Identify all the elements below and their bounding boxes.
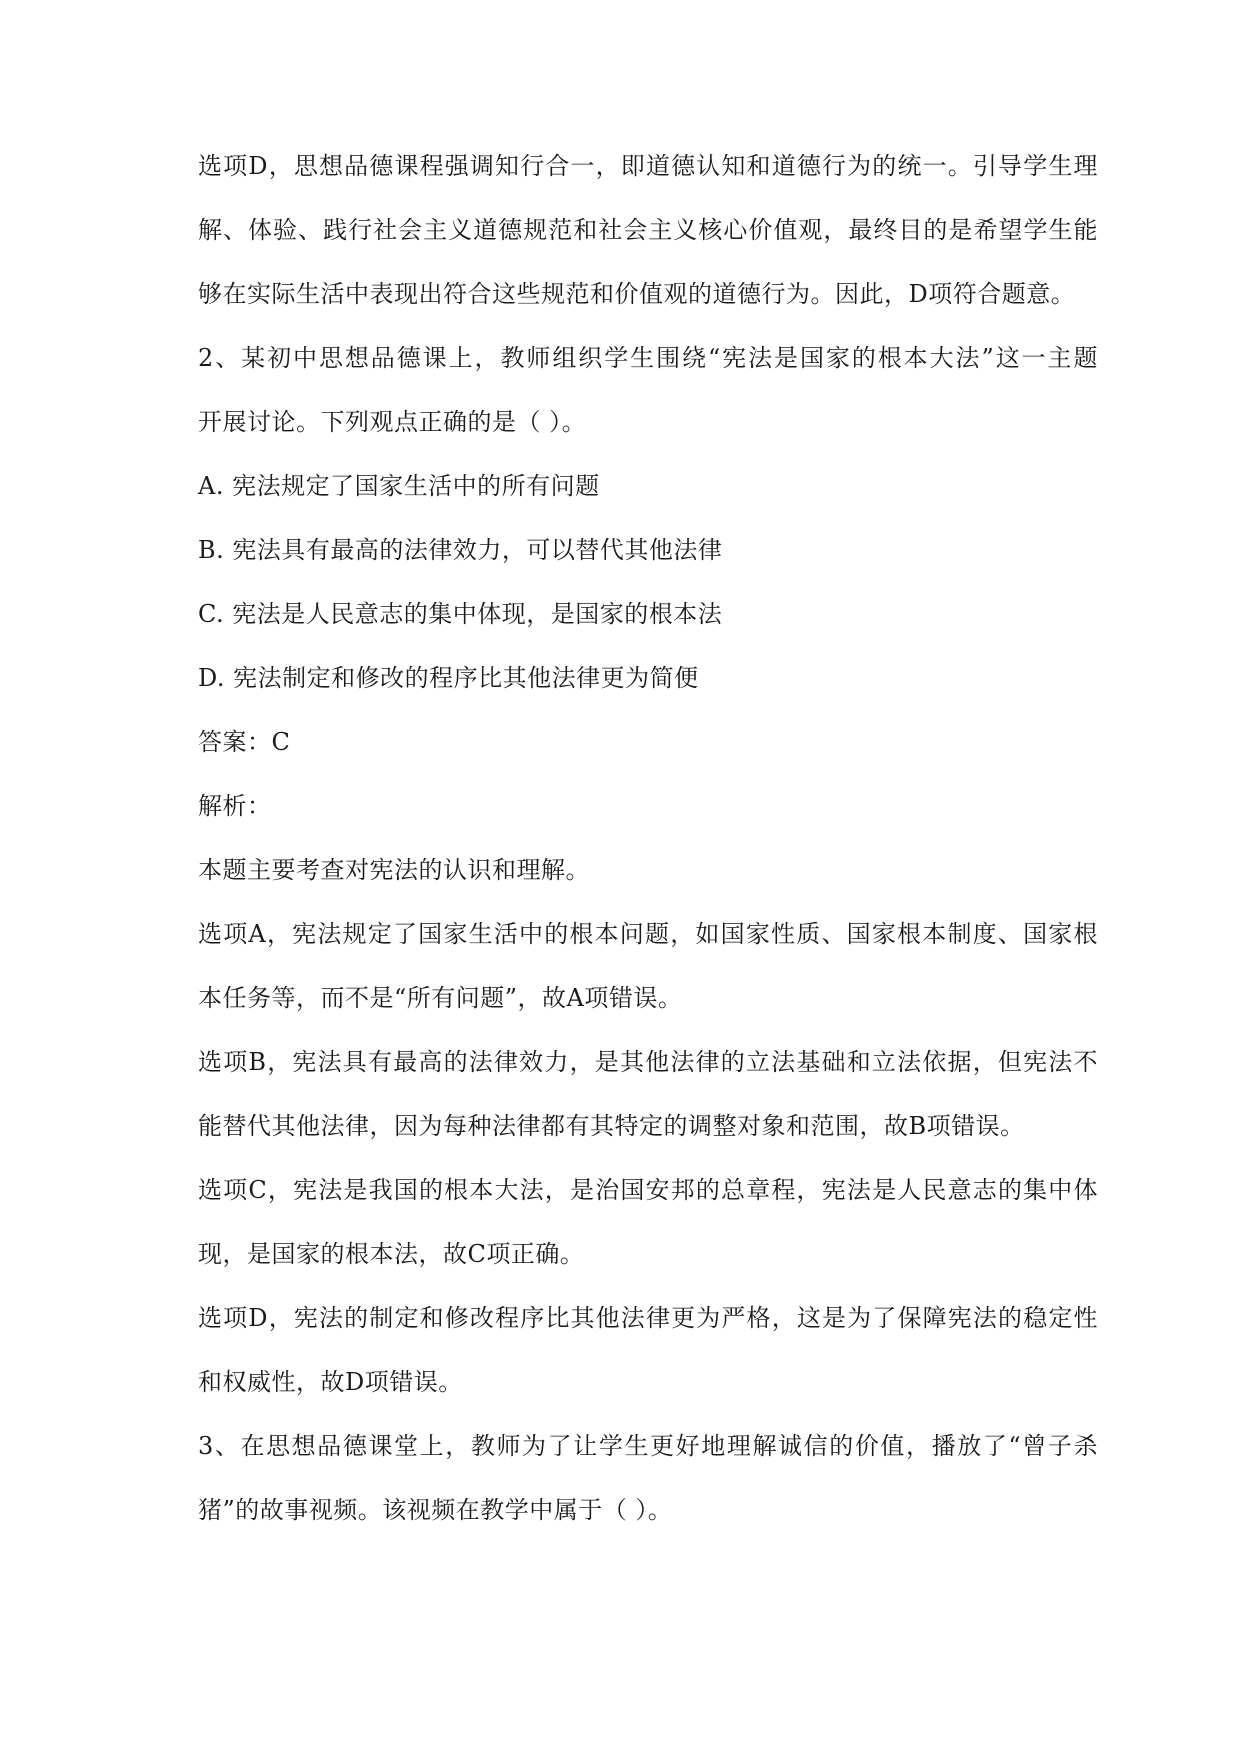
- question-2-line: 开展讨论。下列观点正确的是（ ）。: [198, 408, 587, 436]
- option-b: B. 宪法具有最高的法律效力，可以替代其他法律: [198, 536, 723, 564]
- analysis-line: 选项C，宪法是我国的根本大法，是治国安邦的总章程，宪法是人民意志的集中体: [198, 1176, 1098, 1204]
- paragraph-line: 解、体验、践行社会主义道德规范和社会主义核心价值观，最终目的是希望学生能: [198, 216, 1098, 244]
- question-2-line: 2、某初中思想品德课上，教师组织学生围绕“宪法是国家的根本大法”这一主题: [198, 344, 1098, 372]
- analysis-line: 和权威性，故D项错误。: [198, 1368, 463, 1396]
- option-c: C. 宪法是人民意志的集中体现，是国家的根本法: [198, 600, 723, 628]
- analysis-line: 能替代其他法律，因为每种法律都有其特定的调整对象和范围，故B项错误。: [198, 1112, 1025, 1140]
- analysis-line: 现，是国家的根本法，故C项正确。: [198, 1240, 585, 1268]
- question-3-line: 猪”的故事视频。该视频在教学中属于（ ）。: [198, 1496, 673, 1524]
- paragraph-line: 够在实际生活中表现出符合这些规范和价值观的道德行为。因此，D项符合题意。: [198, 280, 1076, 308]
- analysis-line: 选项A，宪法规定了国家生活中的根本问题，如国家性质、国家根本制度、国家根: [198, 920, 1098, 948]
- option-a: A. 宪法规定了国家生活中的所有问题: [198, 472, 600, 500]
- paragraph-line: 选项D，思想品德课程强调知行合一，即道德认知和道德行为的统一。引导学生理: [198, 152, 1098, 180]
- question-3-line: 3、在思想品德课堂上，教师为了让学生更好地理解诚信的价值，播放了“曾子杀: [198, 1432, 1098, 1460]
- answer-line: 答案：C: [198, 728, 291, 756]
- analysis-line: 本题主要考查对宪法的认识和理解。: [198, 856, 590, 884]
- analysis-heading: 解析：: [198, 792, 272, 820]
- option-d: D. 宪法制定和修改的程序比其他法律更为简便: [198, 664, 699, 692]
- analysis-line: 选项D，宪法的制定和修改程序比其他法律更为严格，这是为了保障宪法的稳定性: [198, 1304, 1098, 1332]
- analysis-line: 本任务等，而不是“所有问题”，故A项错误。: [198, 984, 683, 1012]
- analysis-line: 选项B，宪法具有最高的法律效力，是其他法律的立法基础和立法依据，但宪法不: [198, 1048, 1098, 1076]
